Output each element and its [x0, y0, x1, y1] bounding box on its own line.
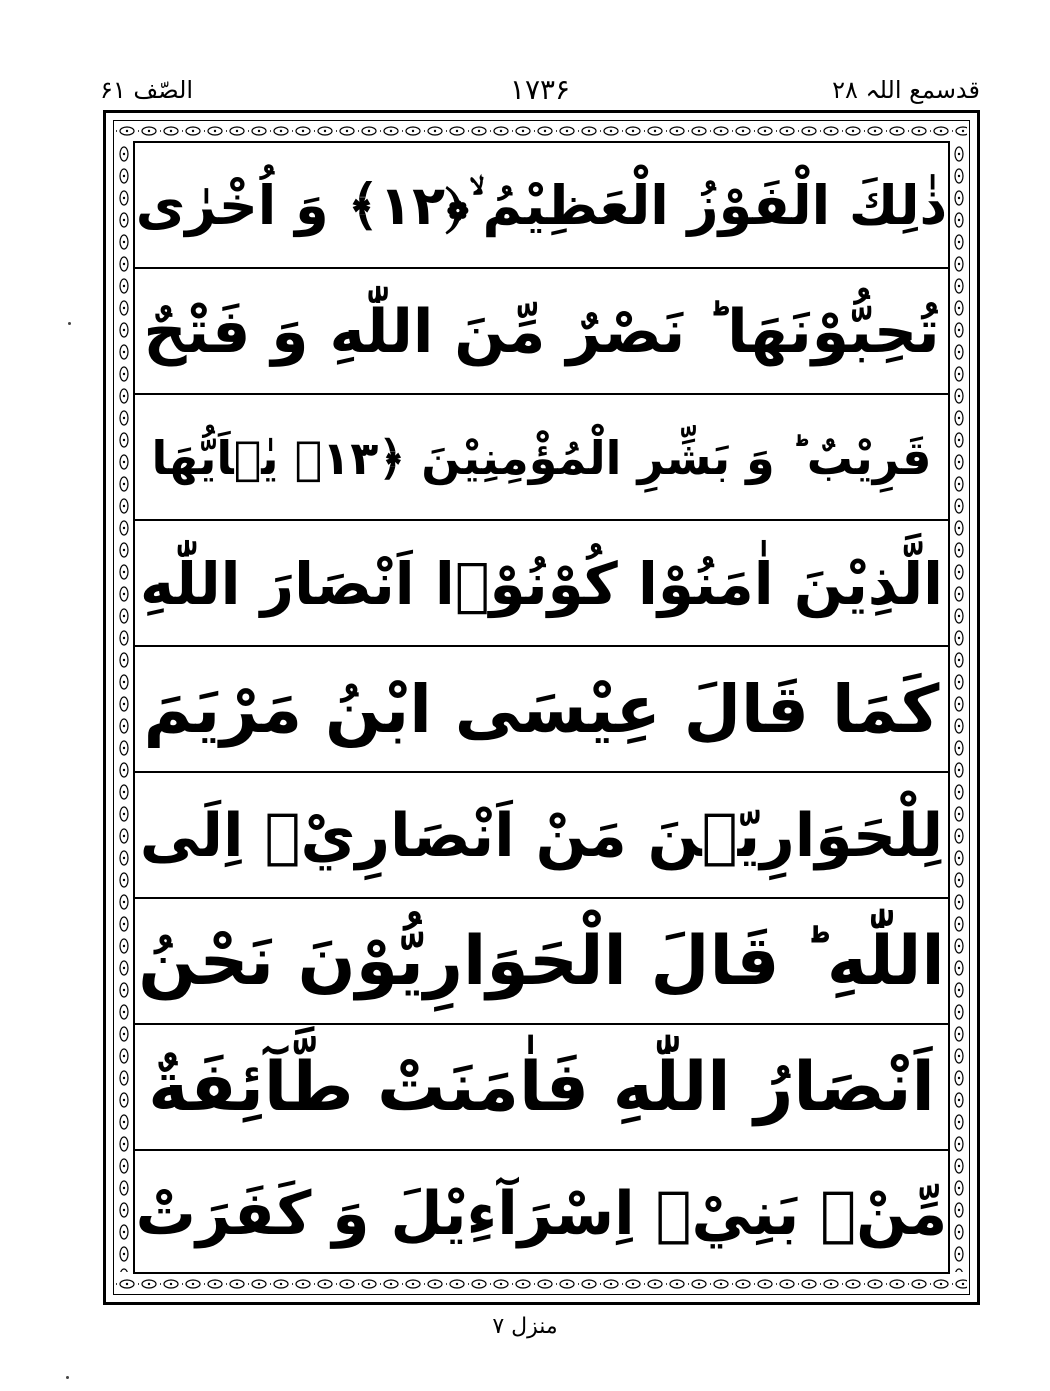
text-line-5: كَمَا قَالَ عِيْسَى ابْنُ مَرْيَمَ	[135, 647, 948, 773]
left-ornament-border	[116, 143, 132, 1272]
surah-label: الصّف ۶۱	[100, 76, 194, 104]
text-line-2: تُحِبُّوْنَهَا ؕ نَصْرٌ مِّنَ اللّٰهِ وَ فَتْحٌ	[135, 269, 948, 395]
text-line-1: ذٰلِكَ الْفَوْزُ الْعَظِيْمُ ۙ﴿۱۲﴾ وَ اُخْرٰى	[135, 143, 948, 269]
manzil-footer: منزل ۷	[492, 1314, 558, 1339]
text-line-4: الَّذِيْنَ اٰمَنُوْا كُوْنُوْۤا اَنْصَارَ اللّٰهِ	[135, 521, 948, 647]
juz-label: قدسمع اللہ ۲۸	[832, 76, 980, 104]
page-number: ۱۷۳۶	[509, 73, 571, 106]
top-ornament-border	[116, 122, 967, 140]
text-line-9: مِّنْۢ بَنِيْۤ اِسْرَآءِيْلَ وَ كَفَرَتْ	[135, 1179, 948, 1249]
page-frame	[103, 110, 980, 1305]
text-line-8: اَنْصَارُ اللّٰهِ فَاٰمَنَتْ طَّآئِفَةٌ	[135, 1025, 948, 1151]
bottom-ornament-border	[116, 1275, 967, 1293]
text-line-3: قَرِيْبٌ ؕ وَ بَشِّرِ الْمُؤْمِنِيْنَ ﴿۱۳﴾ يٰۤاَيُّهَا	[135, 395, 948, 521]
right-ornament-border	[951, 143, 967, 1272]
quran-text-panel	[133, 141, 950, 1274]
scan-speck	[66, 1376, 69, 1379]
text-line-6: لِلْحَوَارِيّٖنَ مَنْ اَنْصَارِيْۤ اِلَى	[135, 773, 948, 899]
page-header	[100, 70, 980, 110]
text-line-7: اللّٰهِ ؕ قَالَ الْحَوَارِيُّوْنَ نَحْنُ	[135, 899, 948, 1025]
scan-speck	[68, 322, 71, 325]
